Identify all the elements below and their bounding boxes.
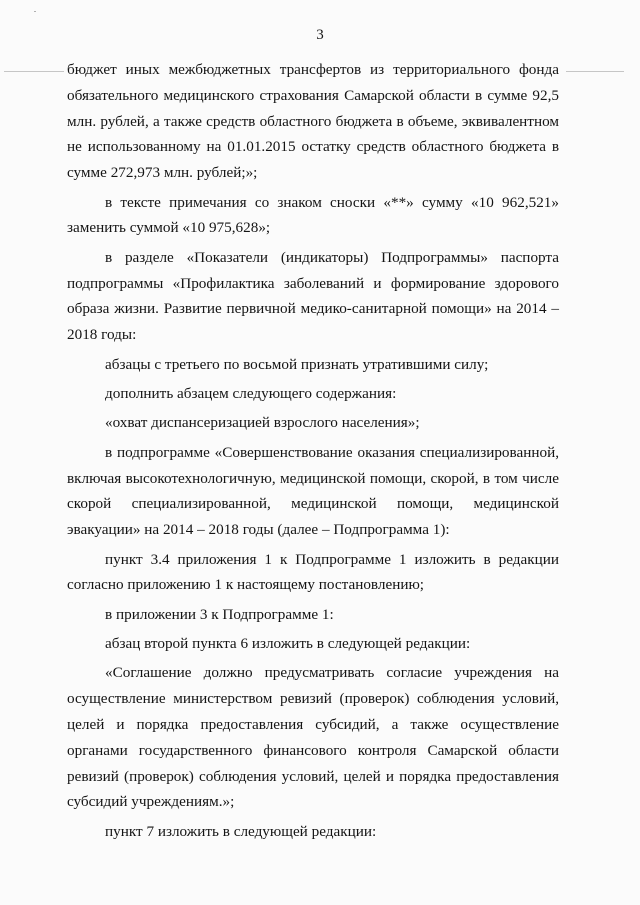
paragraph: «охват диспансеризацией взрослого населения»; xyxy=(105,414,420,432)
paragraph: в подпрограмме «Совершенствование оказания специализированной, включая высокотехнологичную, медицинской помощи, скорой, в том числе скорой специализированной, медицинской помощи, медицинской эвакуации» на 2014 – 2018 годы (далее – Подпрограмма 1): xyxy=(67,443,559,539)
paragraph: «Соглашение должно предусматривать согласие учреждения на осуществление министерством ревизий (проверок) соблюдения условий, целей и порядка предоставления субсидий, а также осуществление органами государственного финансового контроля Самарской области ревизий (проверок) соблюдения условий, целей и порядка предоставления субсидий учреждениям.»; xyxy=(67,664,559,811)
paragraph: в приложении 3 к Подпрограмме 1: xyxy=(105,605,334,623)
paragraph: бюджет иных межбюджетных трансфертов из территориального фонда обязательного медицинского страхования Самарской области в сумме 92,5 млн. рублей, а также средств областного бюджета в объеме, эквивалентном не использованному на 01.01.2015 остатку средств областного бюджета в сумме 272,973 млн. рублей;»; xyxy=(67,61,559,182)
scan-artifact xyxy=(566,71,624,72)
paragraph: абзацы с третьего по восьмой признать утратившими силу; xyxy=(105,355,489,373)
scan-artifact xyxy=(34,11,36,12)
paragraph: пункт 7 изложить в следующей редакции: xyxy=(105,822,377,840)
paragraph: дополнить абзацем следующего содержания: xyxy=(105,384,397,402)
document-body xyxy=(67,57,559,848)
scan-artifact xyxy=(4,71,64,72)
paragraph: в тексте примечания со знаком сноски «**» сумму «10 962,521» заменить суммой «10 975,628»; xyxy=(67,193,559,237)
paragraph: в разделе «Показатели (индикаторы) Подпрограммы» паспорта подпрограммы «Профилактика заболеваний и формирование здорового образа жизни. Развитие первичной медико-санитарной помощи» на 2014 – 2018 годы: xyxy=(67,248,559,344)
page-number: 3 xyxy=(316,27,324,43)
paragraph: абзац второй пункта 6 изложить в следующей редакции: xyxy=(105,635,471,653)
paragraph: пункт 3.4 приложения 1 к Подпрограмме 1 изложить в редакции согласно приложению 1 к настоящему постановлению; xyxy=(67,550,559,594)
